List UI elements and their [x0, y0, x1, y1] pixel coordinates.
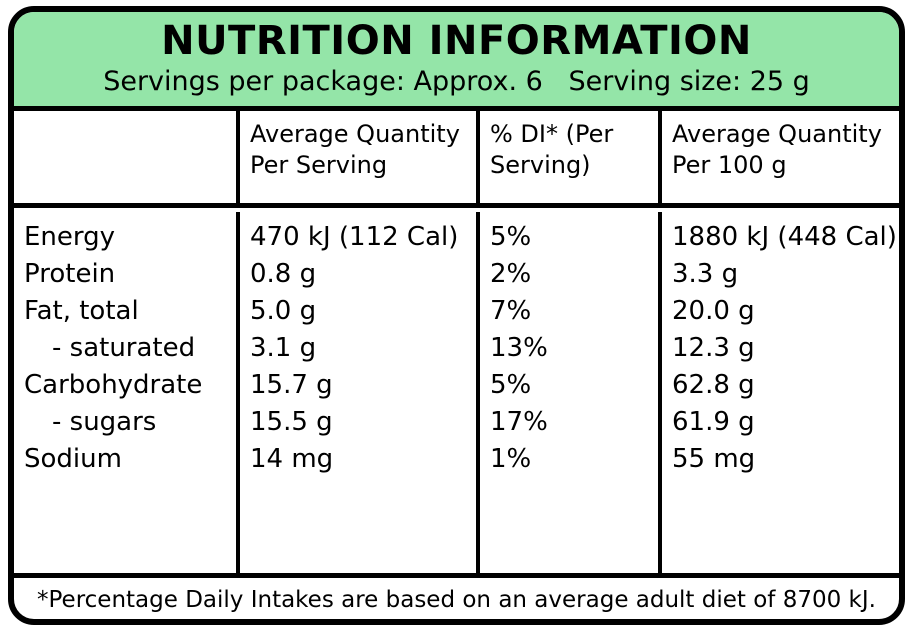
panel-header [14, 12, 899, 111]
table-cell: 15.5 g [250, 407, 333, 438]
header-cell-daily-intake [476, 111, 658, 203]
table-body [14, 208, 899, 578]
table-header-row [14, 111, 899, 208]
nutrition-table [14, 111, 899, 578]
table-cell: 15.7 g [250, 370, 333, 401]
table-cell: 20.0 g [672, 296, 755, 327]
nutrition-information-panel [8, 6, 905, 625]
header-per-serving-line1: Average Quantity [250, 120, 460, 149]
table-row: - sugars [52, 407, 157, 438]
header-cell-per-100g [658, 111, 899, 203]
header-per-100g-line2: Per 100 g [672, 151, 787, 180]
table-cell: 61.9 g [672, 407, 755, 438]
table-row: - saturated [52, 333, 196, 364]
header-cell-nutrient [14, 111, 236, 203]
table-row: Sodium [24, 444, 122, 475]
table-cell: 0.8 g [250, 259, 317, 290]
page-title: NUTRITION INFORMATION [161, 18, 752, 64]
panel-footer [14, 578, 899, 619]
table-row: Fat, total [24, 296, 139, 327]
servings-summary: Servings per package: Approx. 6 Serving size: 25 g [103, 66, 810, 97]
table-row: Protein [24, 259, 116, 290]
column-daily-intake-values [476, 212, 658, 573]
column-nutrient-names [14, 212, 236, 573]
table-cell: 14 mg [250, 444, 334, 475]
table-cell: 5% [490, 370, 532, 401]
table-cell: 55 mg [672, 444, 756, 475]
table-cell: 12.3 g [672, 333, 755, 364]
table-cell: 62.8 g [672, 370, 755, 401]
table-cell: 2% [490, 259, 532, 290]
header-per-serving-line2: Per Serving [250, 151, 388, 180]
header-di-line1: % DI* (Per [490, 120, 614, 149]
table-cell: 17% [490, 407, 548, 438]
table-cell: 1880 kJ (448 Cal) [672, 222, 897, 253]
header-per-100g-line1: Average Quantity [672, 120, 882, 149]
column-per-100g-values [658, 212, 899, 573]
column-per-serving-values [236, 212, 476, 573]
table-row: Carbohydrate [24, 370, 203, 401]
table-cell: 3.3 g [672, 259, 739, 290]
table-cell: 1% [490, 444, 532, 475]
header-cell-per-serving [236, 111, 476, 203]
daily-intake-footnote: *Percentage Daily Intakes are based on an average adult diet of 8700 kJ. [37, 587, 876, 614]
header-di-line2: Serving) [490, 151, 591, 180]
table-cell: 470 kJ (112 Cal) [250, 222, 459, 253]
table-cell: 5.0 g [250, 296, 317, 327]
table-cell: 7% [490, 296, 532, 327]
table-cell: 13% [490, 333, 548, 364]
table-cell: 5% [490, 222, 532, 253]
table-cell: 3.1 g [250, 333, 317, 364]
table-row: Energy [24, 222, 116, 253]
